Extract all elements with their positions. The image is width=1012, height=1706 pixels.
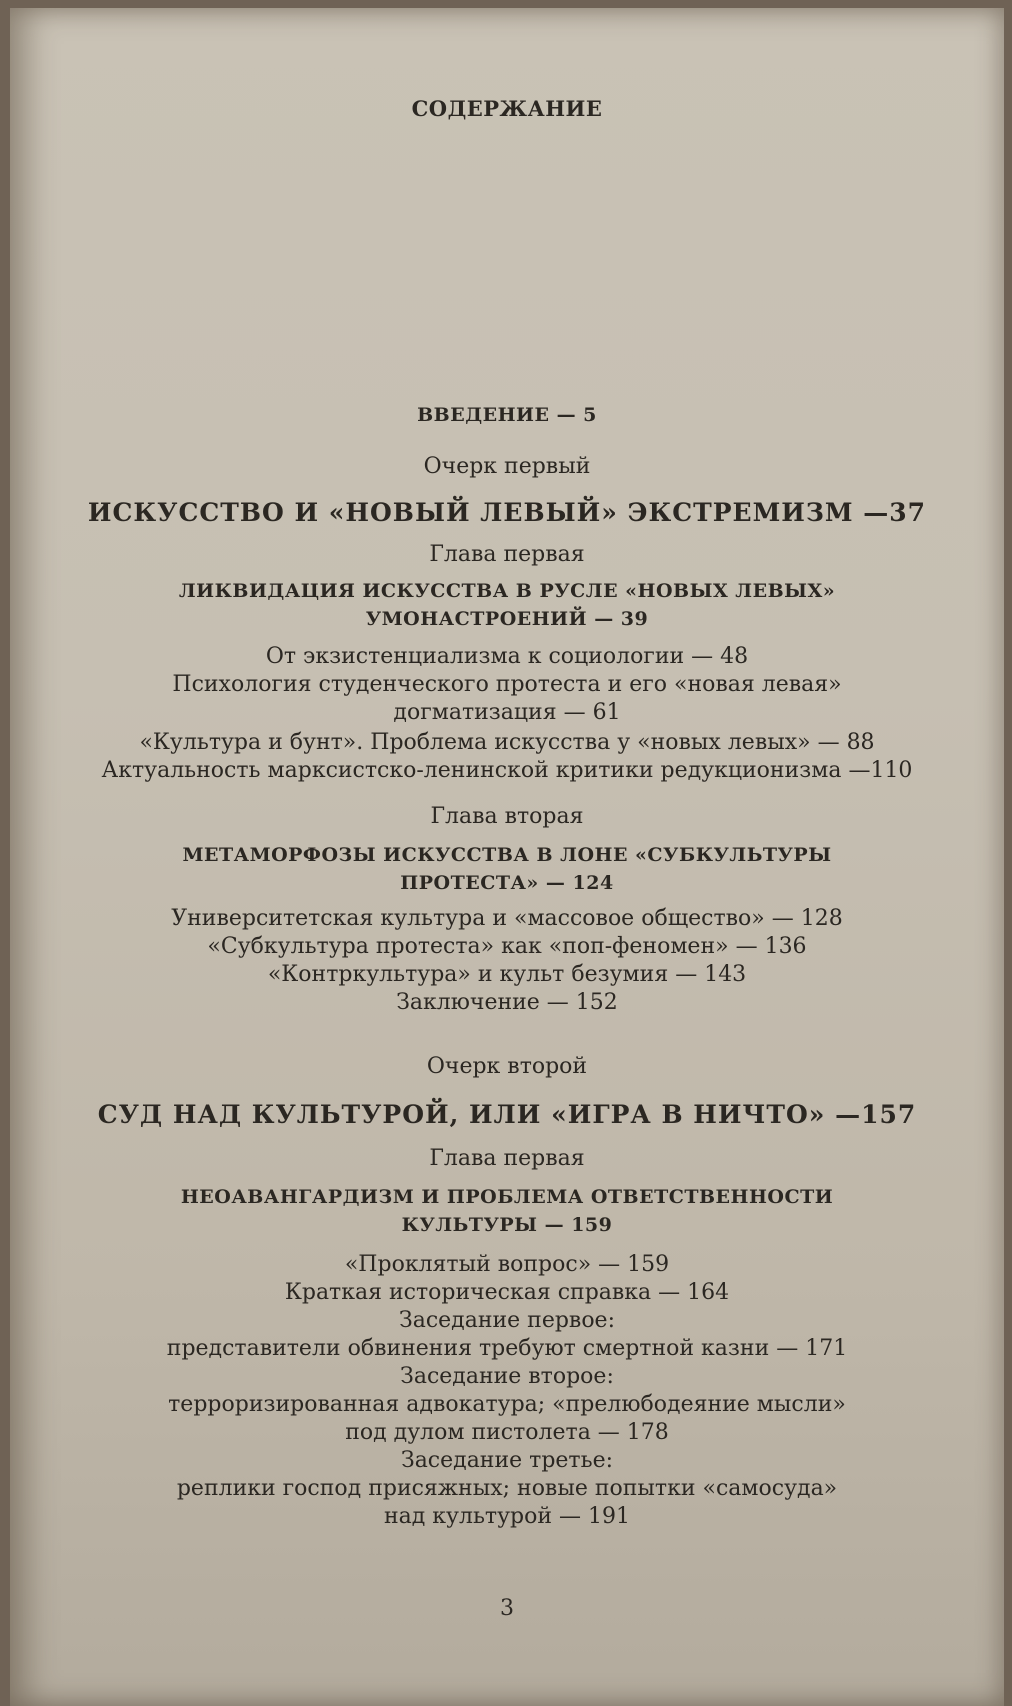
intro-entry: ВВЕДЕНИЕ — 5	[417, 404, 597, 426]
toc-entry: От экзистенциализма к социологии — 48	[265, 644, 749, 669]
toc-entry: под дулом пистолета — 178	[345, 1420, 669, 1445]
toc-entry: «Культура и бунт». Проблема искусства у «новых левых» — 88	[139, 730, 875, 755]
toc-entry: Психология студенческого протеста и его «новая левая»	[172, 672, 842, 697]
toc-entry: Заседание второе:	[400, 1364, 614, 1389]
essay2-label: Очерк второй	[426, 1054, 588, 1079]
toc-entry: Заключение — 152	[396, 990, 618, 1015]
toc-entry: над культурой — 191	[383, 1504, 631, 1529]
contents-title: СОДЕРЖАНИЕ	[411, 96, 603, 121]
essay2-chapter1-title-line2: КУЛЬТУРЫ — 159	[401, 1214, 613, 1236]
essay1-chapter1-title-line2: УМОНАСТРОЕНИЙ — 39	[365, 608, 649, 630]
essay1-chapter1-title-line1: ЛИКВИДАЦИЯ ИСКУССТВА В РУСЛЕ «НОВЫХ ЛЕВЫХ»	[178, 580, 836, 602]
toc-entry: «Субкультура протеста» как «поп-феномен» — 136	[207, 934, 807, 959]
essay2-title: СУД НАД КУЛЬТУРОЙ, ИЛИ «ИГРА В НИЧТО» —157	[97, 1100, 917, 1129]
essay1-chapter2-label: Глава вторая	[430, 804, 584, 829]
toc-entry: Заседание первое:	[399, 1308, 615, 1333]
toc-entry: реплики господ присяжных; новые попытки «самосуда»	[176, 1476, 838, 1501]
toc-entry: догматизация — 61	[393, 700, 621, 725]
toc-entry: «Контркультура» и культ безумия — 143	[267, 962, 747, 987]
toc-entry: представители обвинения требуют смертной казни — 171	[166, 1336, 848, 1361]
book-page	[10, 8, 1004, 1706]
toc-entry: Университетская культура и «массовое общество» — 128	[171, 906, 843, 931]
essay2-chapter1-title-line1: НЕОАВАНГАРДИЗМ И ПРОБЛЕМА ОТВЕТСТВЕННОСТИ	[180, 1186, 834, 1208]
toc-entry: Актуальность марксистско-ленинской критики редукционизма —110	[101, 758, 913, 783]
essay1-title: ИСКУССТВО И «НОВЫЙ ЛЕВЫЙ» ЭКСТРЕМИЗМ —37	[87, 498, 927, 527]
essay1-chapter2-title-line2: ПРОТЕСТА» — 124	[400, 872, 614, 894]
toc-entry: Краткая историческая справка — 164	[284, 1280, 730, 1305]
essay1-label: Очерк первый	[423, 454, 591, 479]
essay1-chapter1-label: Глава первая	[429, 542, 585, 567]
toc-entry: «Проклятый вопрос» — 159	[344, 1252, 670, 1277]
toc-entry: терроризированная адвокатура; «прелюбодеяние мысли»	[168, 1392, 846, 1417]
essay1-chapter2-title-line1: МЕТАМОРФОЗЫ ИСКУССТВА В ЛОНЕ «СУБКУЛЬТУРЫ	[182, 844, 832, 866]
toc-entry: Заседание третье:	[400, 1448, 614, 1473]
essay2-chapter1-label: Глава первая	[429, 1146, 585, 1171]
page-number: 3	[500, 1596, 514, 1621]
